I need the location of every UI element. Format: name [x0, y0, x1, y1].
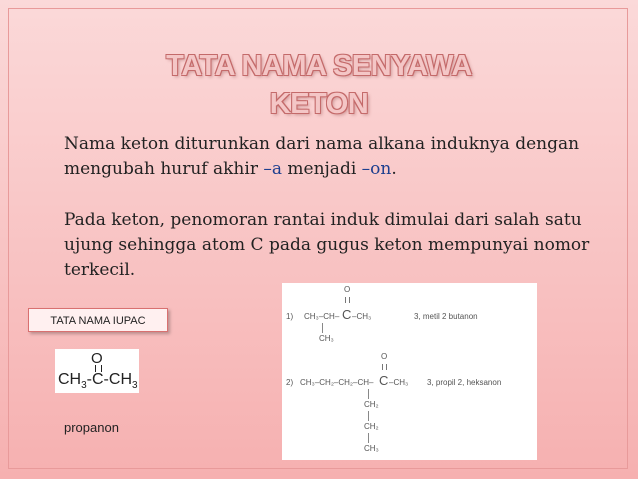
r1-double-bond-icon — [345, 297, 350, 303]
r2-branch-2: CH₂ — [364, 422, 379, 431]
r1-carbonyl-carbon: C — [342, 307, 352, 322]
propanon-structure-image — [55, 349, 139, 393]
r2-bond-2 — [368, 411, 369, 421]
r1-end: –CH₃ — [352, 312, 372, 321]
formula-part1: CH — [58, 371, 82, 388]
r2-carbonyl-carbon: C — [379, 373, 389, 388]
paragraph-keton-naming — [64, 132, 604, 182]
paragraph-text-b: menjadi — [282, 159, 362, 179]
propanon-formula — [58, 371, 138, 391]
r1-oxygen: O — [344, 285, 351, 294]
paragraph-numbering: Pada keton, penomoran rantai induk dimulai dari salah satu ujung sehingga atom C pada gugus keton mempunyai nomor terkecil. — [64, 210, 590, 280]
suffix-a: –a — [263, 159, 282, 179]
formula-sub2: 3 — [132, 380, 138, 392]
r2-number: 2) — [286, 378, 294, 387]
propanon-name: propanon — [64, 420, 119, 435]
r1-number: 1) — [286, 312, 294, 321]
r2-bond-3 — [368, 433, 369, 443]
r2-branch-1: CH₂ — [364, 400, 379, 409]
formula-sub1: 3 — [81, 380, 87, 392]
suffix-on: –on — [361, 159, 392, 179]
propanon-oxygen: O — [91, 350, 103, 367]
keton-examples-image — [282, 283, 537, 460]
r2-oxygen: O — [381, 352, 388, 361]
r2-chain: CH₃–CH₂–CH₂–CH– — [300, 378, 374, 387]
slide-title-line1: TATA NAMA SENYAWA — [166, 50, 472, 82]
r1-branch: CH₃ — [319, 334, 334, 343]
r2-double-bond-icon — [382, 364, 387, 370]
r1-name: 3, metil 2 butanon — [414, 312, 478, 321]
r2-end: –CH₃ — [389, 378, 409, 387]
slide-title-line2: KETON — [269, 88, 369, 120]
formula-part2: -C-CH — [86, 371, 132, 388]
r1-chain: CH₃–CH– — [304, 312, 340, 321]
paragraph-text-a: Nama keton diturunkan dari nama alkana induknya dengan mengubah huruf akhir — [64, 134, 580, 179]
paragraph-text-c: . — [391, 159, 397, 179]
r2-bond-1 — [368, 389, 369, 399]
r2-branch-3: CH₃ — [364, 444, 379, 453]
iupac-label-box: TATA NAMA IUPAC — [28, 308, 168, 332]
r1-branch-bond — [322, 323, 323, 333]
r2-name: 3, propil 2, heksanon — [427, 378, 502, 387]
